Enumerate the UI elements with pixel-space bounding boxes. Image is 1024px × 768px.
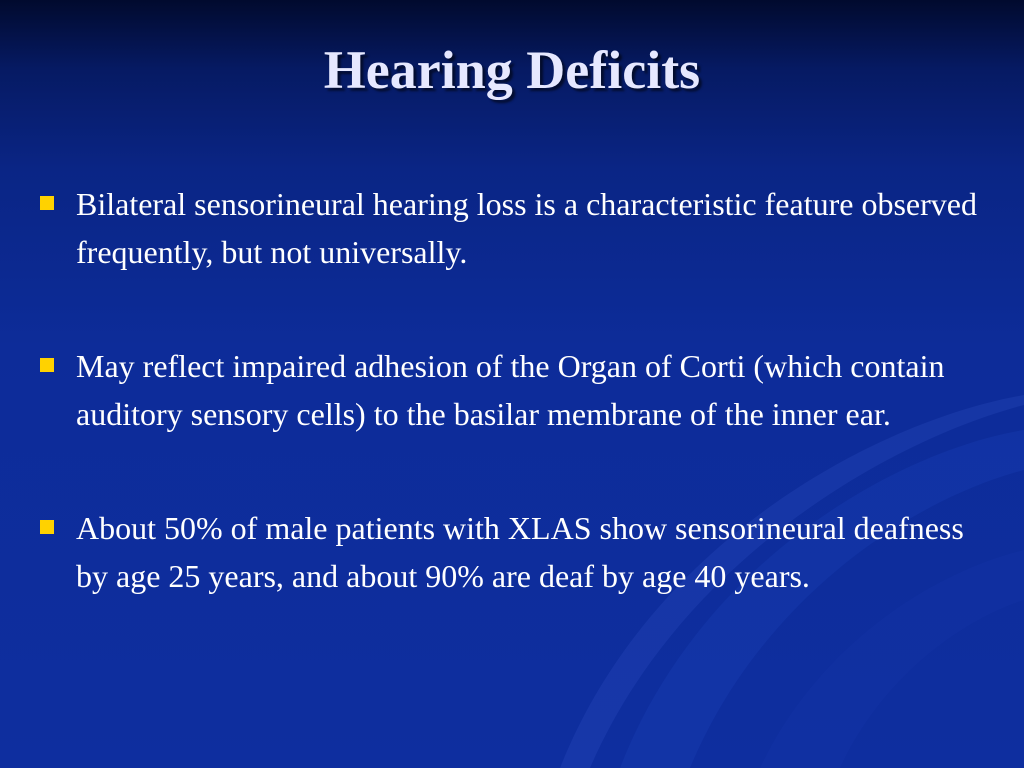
bullet-item	[40, 342, 990, 438]
bullet-list	[40, 180, 990, 600]
bullet-text: About 50% of male patients with XLAS show sensorineural deafness by age 25 years, and about 90% are deaf by age 40 years.	[76, 510, 964, 594]
bullet-text: Bilateral sensorineural hearing loss is a characteristic feature observed frequently, but not universally.	[76, 186, 977, 270]
bullet-item	[40, 180, 990, 276]
slide-title: Hearing Deficits	[323, 40, 701, 100]
square-bullet-icon	[40, 520, 54, 534]
bullet-item	[40, 504, 990, 600]
square-bullet-icon	[40, 358, 54, 372]
square-bullet-icon	[40, 196, 54, 210]
bullet-text: May reflect impaired adhesion of the Organ of Corti (which contain auditory sensory cells) to the basilar membrane of the inner ear.	[76, 348, 945, 432]
